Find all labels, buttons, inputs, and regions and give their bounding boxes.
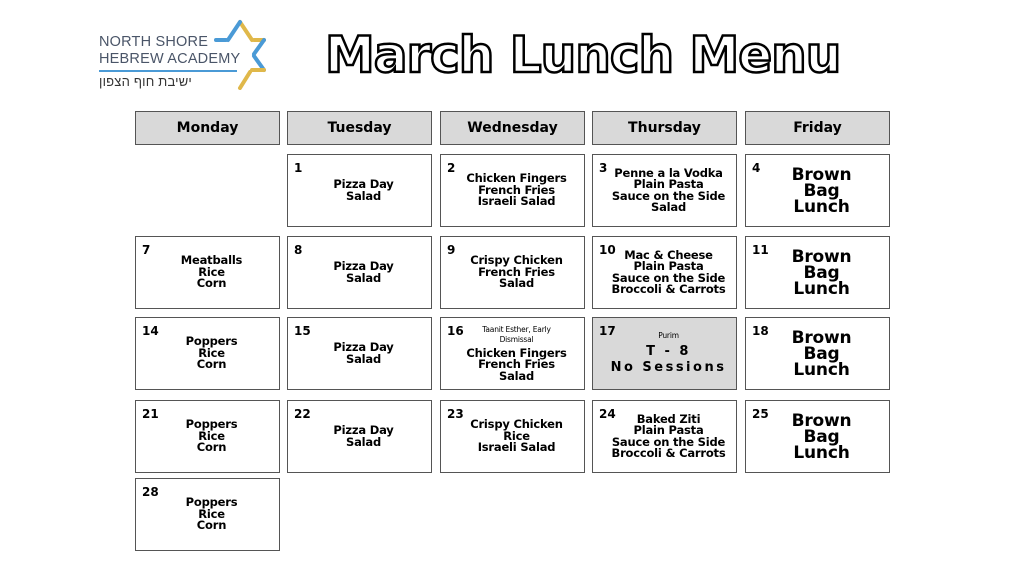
menu-item: Poppers	[185, 495, 238, 510]
menu-items	[300, 155, 427, 226]
menu-items	[605, 155, 732, 226]
menu-item: Corn	[196, 518, 227, 533]
menu-item: Corn	[196, 276, 227, 291]
calendar-day-16	[440, 317, 585, 390]
menu-item: Brown	[791, 246, 852, 267]
menu-item: French Fries	[478, 357, 555, 372]
star-of-david-icon	[214, 18, 266, 90]
menu-items	[605, 318, 732, 389]
calendar-day-10	[592, 236, 737, 309]
day-number: 3	[599, 161, 608, 175]
day-number: 15	[294, 324, 311, 338]
day-header-wednesday: Wednesday	[440, 111, 585, 145]
calendar-day-8	[287, 236, 432, 309]
menu-item: Salad	[346, 270, 381, 285]
menu-item: Lunch	[793, 196, 850, 217]
day-number: 28	[142, 485, 159, 499]
menu-item: Poppers	[185, 334, 238, 349]
calendar-day-15	[287, 317, 432, 390]
menu-item: Pizza Day	[333, 340, 394, 354]
menu-item: Brown	[791, 164, 852, 185]
menu-items	[300, 318, 427, 389]
menu-items	[148, 237, 275, 308]
menu-item: Sauce on the Side	[611, 270, 726, 285]
menu-items	[453, 237, 580, 308]
menu-item: Salad	[346, 351, 381, 366]
calendar-day-22	[287, 400, 432, 473]
menu-item: Poppers	[185, 417, 238, 432]
menu-items	[453, 318, 580, 389]
day-number: 8	[294, 243, 303, 257]
menu-item: Corn	[196, 357, 227, 372]
calendar-day-9	[440, 236, 585, 309]
menu-item: Crispy Chicken	[470, 417, 563, 432]
menu-items	[758, 318, 885, 389]
menu-item: Bag	[803, 262, 840, 283]
logo-hebrew: ישיבת חוף הצפון	[99, 74, 193, 89]
calendar-day-1	[287, 154, 432, 227]
logo-line1: NORTH SHORE	[99, 34, 209, 50]
calendar-day-23	[440, 400, 585, 473]
menu-item: Rice	[198, 428, 225, 443]
calendar-day-28	[135, 478, 280, 551]
calendar-day-21	[135, 400, 280, 473]
menu-item: Brown	[791, 410, 852, 431]
menu-item: Israeli Salad	[477, 440, 556, 455]
menu-items	[605, 401, 732, 472]
menu-items	[758, 237, 885, 308]
day-note: Taanit Esther, Early Dismissal	[482, 324, 551, 344]
menu-item: Chicken Fingers	[466, 171, 567, 186]
menu-item: Penne a la Vodka	[614, 165, 723, 180]
page-title: March Lunch Menu	[325, 26, 841, 84]
menu-items	[148, 401, 275, 472]
menu-item: Brown	[791, 327, 852, 348]
menu-items	[453, 401, 580, 472]
menu-item: Pizza Day	[333, 177, 394, 191]
menu-item: French Fries	[478, 182, 555, 197]
menu-items	[300, 401, 427, 472]
menu-item: Salad	[499, 276, 534, 291]
logo-line2: HEBREW ACADEMY	[99, 51, 241, 67]
menu-item: Bag	[803, 343, 840, 364]
menu-item: Sauce on the Side	[611, 434, 726, 449]
menu-item: Rice	[198, 264, 225, 279]
menu-item: Rice	[503, 428, 530, 443]
day-header-tuesday: Tuesday	[287, 111, 432, 145]
day-number: 7	[142, 243, 151, 257]
menu-item: Baked Ziti	[636, 411, 701, 426]
menu-item: T - 8	[646, 344, 691, 359]
day-number: 22	[294, 407, 311, 421]
day-number: 2	[447, 161, 456, 175]
calendar-day-14	[135, 317, 280, 390]
menu-items	[148, 318, 275, 389]
menu-item: Bag	[803, 180, 840, 201]
day-number: 17	[599, 324, 616, 338]
menu-item: Rice	[198, 506, 225, 521]
menu-item: Plain Pasta	[633, 259, 704, 273]
menu-items	[453, 155, 580, 226]
menu-item: Salad	[346, 434, 381, 449]
day-number: 16	[447, 324, 464, 338]
menu-item: Lunch	[793, 359, 850, 380]
calendar-day-4	[745, 154, 890, 227]
menu-item: Corn	[196, 440, 227, 455]
menu-item: Broccoli & Carrots	[611, 282, 726, 296]
day-note: Purim	[658, 331, 679, 340]
menu-item: Salad	[346, 188, 381, 203]
day-number: 1	[294, 161, 303, 175]
menu-item: Salad	[651, 200, 686, 214]
day-number: 11	[752, 243, 769, 257]
menu-items	[758, 401, 885, 472]
day-number: 10	[599, 243, 616, 257]
menu-items	[148, 479, 275, 550]
calendar-day-3	[592, 154, 737, 227]
menu-item: Rice	[198, 345, 225, 360]
menu-item: Bag	[803, 426, 840, 447]
menu-item: Chicken Fingers	[466, 345, 567, 360]
menu-item: Mac & Cheese	[624, 247, 713, 262]
menu-item: Pizza Day	[333, 259, 394, 273]
menu-item: Lunch	[793, 442, 850, 463]
menu-item: Crispy Chicken	[470, 253, 563, 268]
menu-item: Broccoli & Carrots	[611, 446, 726, 460]
menu-item: Plain Pasta	[633, 177, 704, 191]
menu-item: Lunch	[793, 278, 850, 299]
calendar-day-2	[440, 154, 585, 227]
day-number: 9	[447, 243, 456, 257]
day-number: 24	[599, 407, 616, 421]
day-header-thursday: Thursday	[592, 111, 737, 145]
day-number: 14	[142, 324, 159, 338]
menu-items	[758, 155, 885, 226]
menu-item: Pizza Day	[333, 423, 394, 437]
day-number: 25	[752, 407, 769, 421]
day-header-monday: Monday	[135, 111, 280, 145]
menu-items	[300, 237, 427, 308]
menu-item: Plain Pasta	[633, 423, 704, 437]
menu-item: Meatballs	[180, 253, 243, 268]
calendar-day-25	[745, 400, 890, 473]
calendar-day-17	[592, 317, 737, 390]
day-number: 4	[752, 161, 761, 175]
day-number: 23	[447, 407, 464, 421]
school-logo	[96, 18, 276, 92]
menu-item: No Sessions	[610, 360, 727, 375]
calendar-day-24	[592, 400, 737, 473]
calendar-day-18	[745, 317, 890, 390]
day-number: 21	[142, 407, 159, 421]
menu-item: Salad	[499, 368, 534, 383]
menu-item: French Fries	[478, 264, 555, 279]
calendar-day-7	[135, 236, 280, 309]
menu-items	[605, 237, 732, 308]
menu-item: Israeli Salad	[477, 194, 556, 209]
day-number: 18	[752, 324, 769, 338]
menu-item: Sauce on the Side	[611, 188, 726, 203]
calendar-day-11	[745, 236, 890, 309]
day-header-friday: Friday	[745, 111, 890, 145]
